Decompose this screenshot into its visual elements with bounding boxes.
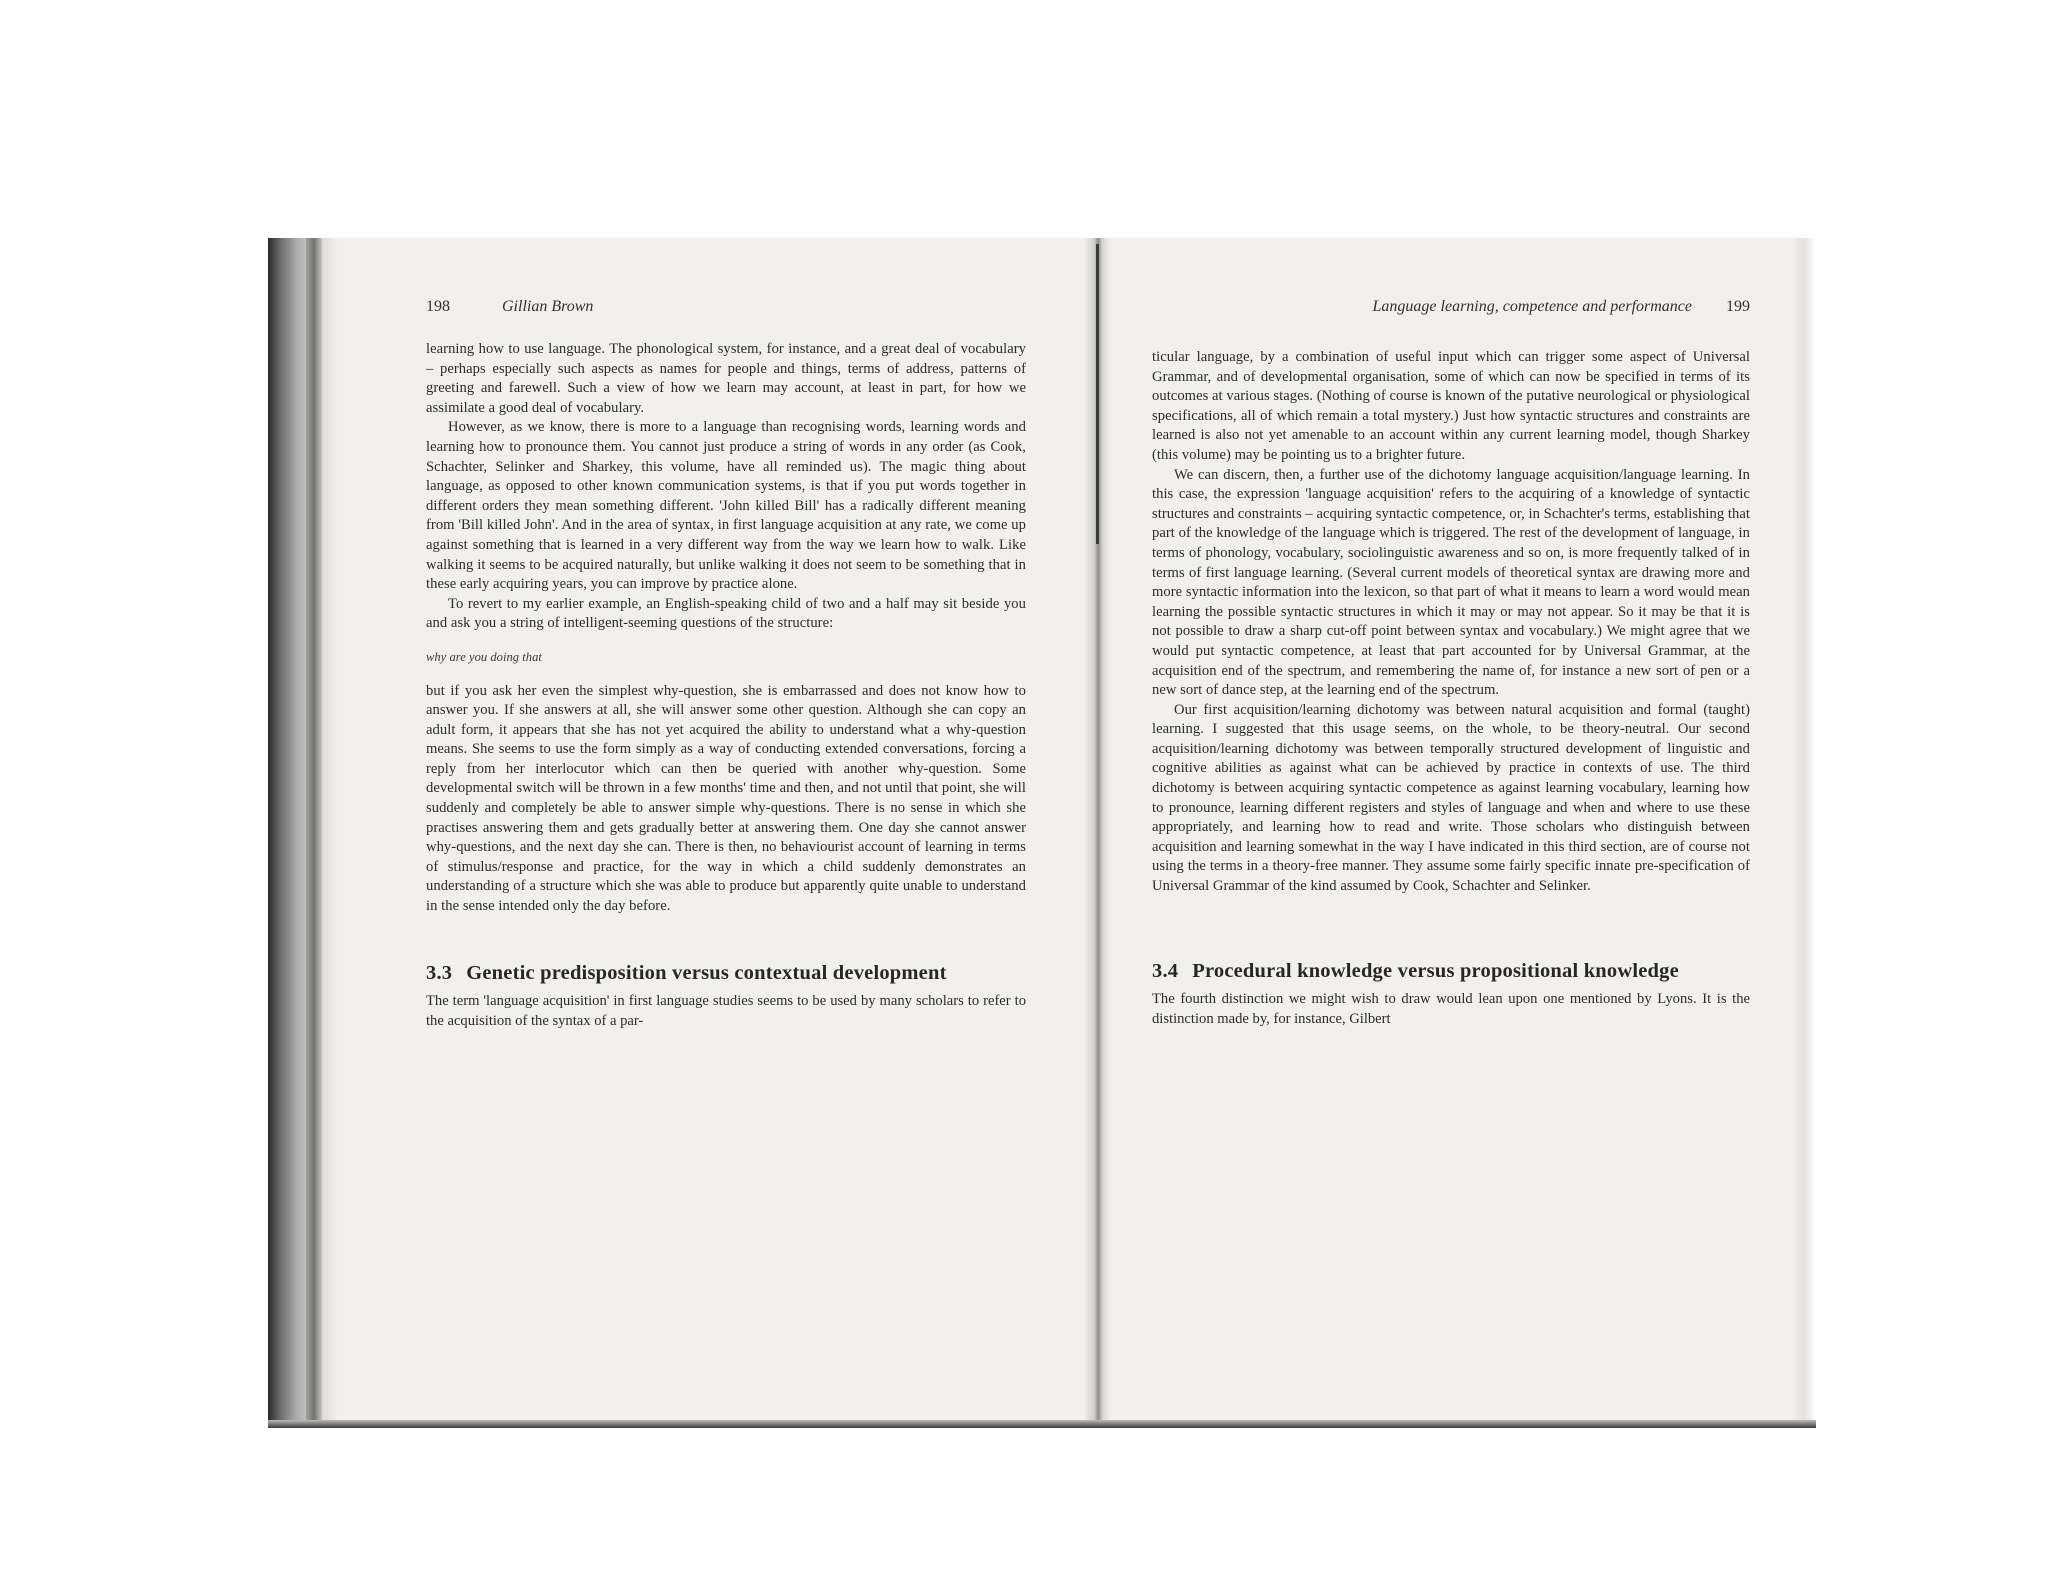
binding-crease <box>306 238 322 1428</box>
section-number: 3.4 <box>1152 960 1179 982</box>
page-edge <box>1792 238 1816 1428</box>
gutter-fold-line <box>1096 244 1099 544</box>
paragraph: We can discern, then, a further use of the dichotomy language acquisition/language learning. In this case, the expression 'language acquisition' refers to the acquiring of a knowledge of syntactic structures and constraints – acquiring syntactic competence, or, in Schachter's terms, establishing that part of the knowledge of the language which is triggered. The rest of the development of language, in terms of phonology, vocabulary, sociolinguistic awareness and so on, is more frequently talked of in terms of first language learning. (Several current models of theoretical syntax are drawing more and more syntactic information into the lexicon, so that part of what it means to learn a word would mean learning the possible syntactic structures in which it may or may not appear. So it may be that it is not possible to draw a sharp cut-off point between syntax and vocabulary.) We might agree that we would put syntactic competence, at least that part accounted for by Universal Grammar, at the acquisition end of the spectrum, and remembering the name of, for instance a new sort of pen or a new sort of dance step, at the learning end of the spectrum. <box>1152 466 1750 699</box>
section-heading <box>426 962 947 985</box>
paragraph: Our first acquisition/learning dichotomy was between natural acquisition and formal (taught) learning. I suggested that this usage seems, on the whole, to be theory-neutral. Our second acquisition/learning dichotomy was between temporally structured development of linguistic and cognitive abilities as against what can be achieved by practice in contexts of use. The third dichotomy is between acquiring syntactic competence as against learning vocabulary, learning how to pronounce, learning different registers and styles of language and when and where to use these appropriately, and learning how to read and write. Those scholars who distinguish between acquisition and learning somewhat in the way I have indicated in this third section, are of course not using the terms in a theory-free manner. They assume some fairly specific innate pre-specification of Universal Grammar of the kind assumed by Cook, Schachter and Selinker. <box>1152 701 1750 895</box>
author-running-head: Gillian Brown <box>502 298 594 315</box>
example-sentence: why are you doing that <box>426 649 542 664</box>
section-body <box>426 992 1026 1031</box>
paragraph: The term 'language acquisition' in first language studies seems to be used by many scholars to refer to the acquisition of the syntax of a par- <box>426 993 1026 1029</box>
paragraph: learning how to use language. The phonological system, for instance, and a great deal of vocabulary – perhaps especially such aspects as names for people and things, terms of address, patterns of greeting and farewell. Such a view of how we learn may account, at least in part, for how we assimilate a good deal of vocabulary. <box>426 341 1026 416</box>
section-body <box>1152 990 1750 1029</box>
section-number: 3.3 <box>426 962 453 984</box>
page-number: 199 <box>1726 298 1750 315</box>
book-spread <box>268 238 1816 1428</box>
paragraph: To revert to my earlier example, an English-speaking child of two and a half may sit beside you and ask you a string of intelligent-seeming questions of the structure: <box>426 595 1026 632</box>
page-number: 198 <box>426 298 450 315</box>
chapter-running-head: Language learning, competence and performance <box>1372 298 1692 315</box>
paragraph: The fourth distinction we might wish to draw would lean upon one mentioned by Lyons. It is the distinction made by, for instance, Gilbert <box>1152 991 1750 1027</box>
left-page-body <box>426 340 1026 917</box>
paragraph: but if you ask her even the simplest why-question, she is embarrassed and does not know how to answer you. If she answers at all, she will answer some other question. Although she can copy an adult form, it appears that she has not yet acquired the ability to understand what a why-question means. She seems to use the form simply as a way of conducting extended conversations, forcing a reply from her interlocutor which can then be queried with another why-question. Some developmental switch will be thrown in a few months' time and then, and not until that point, she will suddenly and completely be able to answer simple why-questions. There is no sense in which she practises answering them and gets gradually better at answering them. One day she cannot answer why-questions, and the next day she can. There is then, no behaviourist account of learning in terms of stimulus/response and practice, for the way in which a child suddenly demonstrates an understanding of a structure which she was able to produce but apparently quite unable to understand in the sense intended only the day before. <box>426 682 1026 915</box>
section-heading <box>1152 960 1679 983</box>
section-title: Genetic predisposition versus contextual development <box>466 962 947 984</box>
right-page-body <box>1152 348 1750 897</box>
book-bottom-edge <box>268 1420 1816 1428</box>
paragraph: However, as we know, there is more to a language than recognising words, learning words and learning how to pronounce them. You cannot just produce a string of words in any order (as Cook, Schachter, Selinker and Sharkey, this volume, have all reminded us). The magic thing about language, as opposed to other known communication systems, is that if you put words together in different orders they mean something different. 'John killed Bill' has a radically different meaning from 'Bill killed John'. And in the area of syntax, in first language acquisition at any rate, we come up against something that is learned in a very different way from the way we learn how to walk. Like walking it seems to be acquired naturally, but unlike walking it does not seem to be something that in these early acquiring years, you can improve by practice alone. <box>426 419 1026 593</box>
binding-shadow <box>268 238 338 1428</box>
section-title: Procedural knowledge versus propositional knowledge <box>1192 960 1679 982</box>
paragraph: ticular language, by a combination of useful input which can trigger some aspect of Universal Grammar, and of developmental organisation, some of which can now be specified in terms of its outcomes at various stages. (Nothing of course is known of the putative neurological or physiological specifications, all of which remain a total mystery.) Just how syntactic structures and constraints are learned is also not yet amenable to an account within any current learning model, though Sharkey (this volume) may be pointing us to a brighter future. <box>1152 349 1750 463</box>
